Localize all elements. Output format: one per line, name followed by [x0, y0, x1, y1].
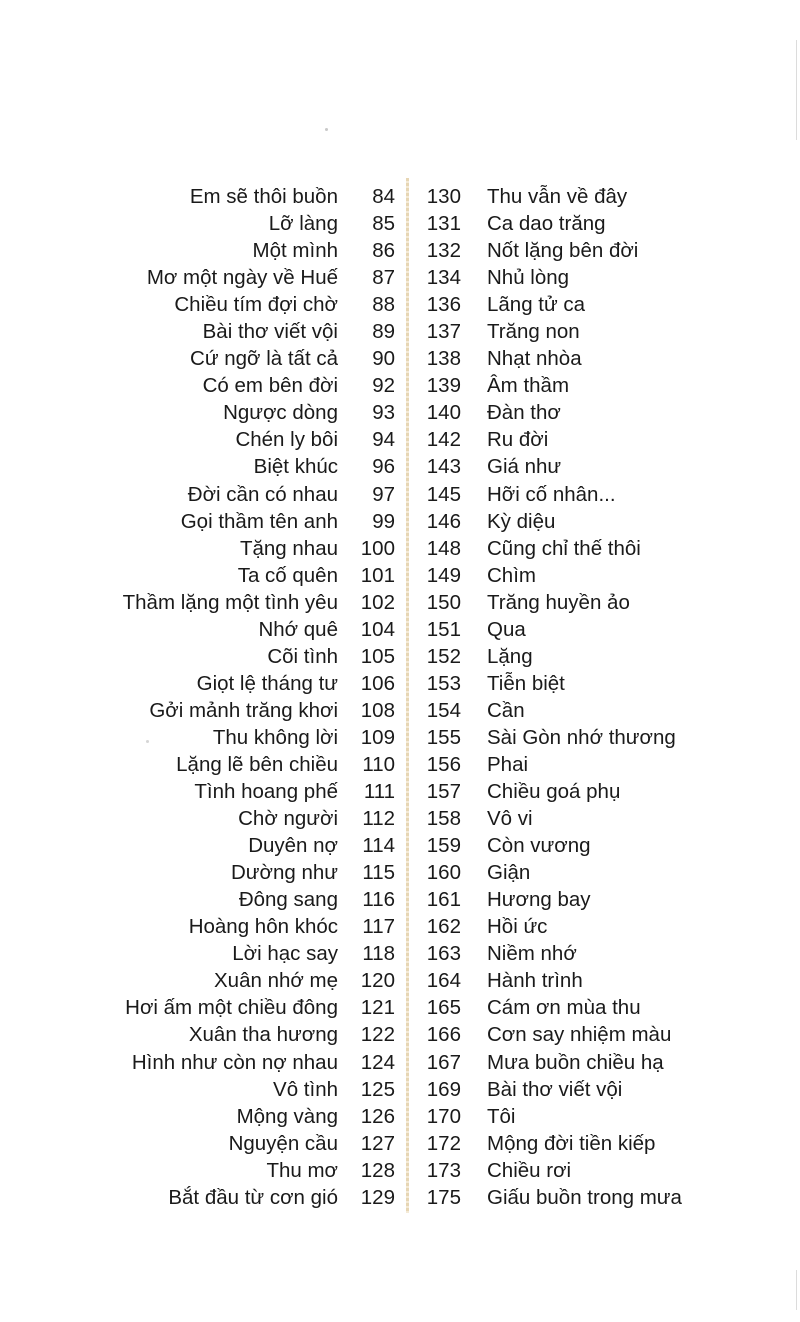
toc-left-title[interactable]: Hình như còn nợ nhau — [131, 1050, 338, 1074]
toc-right-page-number: 145 — [426, 482, 461, 506]
toc-right-title[interactable]: Mộng đời tiền kiếp — [487, 1131, 656, 1155]
toc-right-page-number: 137 — [426, 320, 461, 344]
toc-right-title[interactable]: Cám ơn mùa thu — [487, 996, 641, 1020]
toc-right-page-number: 130 — [426, 185, 461, 208]
toc-left-page-number: 87 — [372, 266, 395, 290]
toc-right-page-number: 173 — [426, 1158, 461, 1182]
toc-left-page-number: 84 — [372, 185, 395, 208]
toc-right-page-number: 159 — [426, 834, 461, 858]
toc-left-page-number: 92 — [372, 374, 395, 398]
toc-left-title[interactable]: Gởi mảnh trăng khơi — [149, 698, 338, 722]
toc-row — [0, 1021, 800, 1048]
toc-row — [0, 1049, 800, 1076]
toc-row — [0, 1184, 800, 1211]
toc-left-title[interactable]: Chờ người — [238, 807, 338, 831]
toc-left-page-number: 88 — [372, 293, 395, 317]
toc-row — [0, 859, 800, 886]
toc-left-title[interactable]: Dường như — [231, 861, 338, 885]
toc-right-title[interactable]: Tôi — [487, 1104, 516, 1128]
toc-left-title[interactable]: Thầm lặng một tình yêu — [122, 590, 338, 614]
paper-edge-mark — [796, 1270, 797, 1310]
toc-right-title[interactable]: Cơn say nhiệm màu — [487, 1023, 672, 1047]
toc-left-title[interactable]: Cõi tình — [267, 644, 338, 668]
toc-right-title[interactable]: Sài Gòn nhớ thương — [487, 725, 676, 749]
toc-left-page-number: 85 — [372, 212, 395, 236]
toc-right-page-number: 172 — [426, 1131, 461, 1155]
toc-row — [0, 616, 800, 643]
toc-right-title[interactable]: Hành trình — [487, 969, 583, 993]
toc-left-title[interactable]: Ngược dòng — [223, 401, 338, 425]
toc-right-title[interactable]: Thu vẫn về đây — [487, 185, 628, 208]
toc-left-title[interactable]: Gọi thầm tên anh — [180, 509, 338, 533]
toc-right-page-number: 158 — [426, 807, 461, 831]
toc-left-page-number: 111 — [363, 780, 395, 804]
toc-row — [0, 724, 800, 751]
toc-left-title[interactable]: Duyên nợ — [248, 834, 338, 858]
toc-right-title[interactable]: Kỳ diệu — [487, 509, 556, 533]
toc-left-page-number: 106 — [360, 671, 395, 695]
toc-right-page-number: 149 — [426, 563, 461, 587]
toc-row — [0, 778, 800, 805]
toc-right-title[interactable]: Trăng non — [487, 320, 580, 344]
toc-row — [0, 697, 800, 724]
toc-row — [0, 1076, 800, 1103]
toc-right-page-number: 138 — [426, 347, 461, 371]
toc-row — [0, 751, 800, 778]
toc-right-title[interactable]: Giấu buồn trong mưa — [487, 1185, 682, 1209]
toc-right-page-number: 132 — [426, 239, 461, 263]
toc-right-page-number: 175 — [426, 1185, 461, 1209]
toc-row — [0, 805, 800, 832]
toc-right-title[interactable]: Mưa buồn chiều hạ — [487, 1050, 664, 1074]
toc-right-page-number: 154 — [426, 698, 461, 722]
toc-left-title[interactable]: Cứ ngỡ là tất cả — [190, 347, 338, 371]
toc-row — [0, 670, 800, 697]
toc-right-title[interactable]: Âm thầm — [487, 374, 570, 398]
toc-right-page-number: 161 — [426, 888, 461, 912]
toc-right-page-number: 140 — [426, 401, 461, 425]
toc-right-title[interactable]: Giận — [487, 861, 531, 885]
toc-right-page-number: 148 — [426, 536, 461, 560]
toc-row — [0, 832, 800, 859]
toc-row — [0, 940, 800, 967]
toc-right-page-number: 164 — [426, 969, 461, 993]
toc-left-title[interactable]: Bài thơ viết vội — [202, 320, 338, 344]
toc-left-title[interactable]: Lỡ làng — [268, 212, 338, 236]
toc-right-page-number: 162 — [426, 915, 461, 939]
toc-row — [0, 886, 800, 913]
toc-right-page-number: 143 — [426, 455, 461, 479]
toc-row — [0, 481, 800, 508]
toc-right-page-number: 166 — [426, 1023, 461, 1047]
table-of-contents — [0, 183, 800, 1211]
toc-right-title[interactable]: Bài thơ viết vội — [487, 1077, 623, 1101]
toc-right-page-number: 139 — [426, 374, 461, 398]
toc-row — [0, 237, 800, 264]
toc-row — [0, 1103, 800, 1130]
toc-row — [0, 345, 800, 372]
toc-left-page-number: 115 — [362, 861, 395, 885]
toc-right-title[interactable]: Lặng — [487, 644, 533, 668]
toc-right-page-number: 156 — [426, 752, 461, 776]
toc-left-title[interactable]: Hoàng hôn khóc — [188, 915, 338, 939]
toc-right-page-number: 169 — [426, 1077, 461, 1101]
toc-right-page-number: 136 — [426, 293, 461, 317]
toc-row — [0, 426, 800, 453]
toc-left-page-number: 126 — [360, 1104, 395, 1128]
toc-right-title[interactable]: Chiều goá phụ — [487, 780, 621, 804]
toc-right-title[interactable]: Giá như — [487, 455, 562, 479]
toc-right-page-number: 165 — [426, 996, 461, 1020]
toc-row — [0, 1157, 800, 1184]
toc-left-title[interactable]: Tình hoang phế — [194, 780, 338, 804]
toc-left-title[interactable]: Chiều tím đợi chờ — [174, 293, 338, 317]
toc-left-page-number: 108 — [360, 698, 395, 722]
toc-left-page-number: 109 — [360, 725, 395, 749]
toc-row — [0, 264, 800, 291]
toc-left-page-number: 124 — [360, 1050, 395, 1074]
toc-left-title[interactable]: Nhớ quê — [258, 617, 338, 641]
toc-row — [0, 210, 800, 237]
toc-left-page-number: 105 — [360, 644, 395, 668]
toc-right-title[interactable]: Niềm nhớ — [487, 942, 577, 966]
toc-right-page-number: 142 — [426, 428, 461, 452]
toc-left-title[interactable]: Bắt đầu từ cơn gió — [168, 1185, 338, 1209]
toc-left-title[interactable]: Ta cố quên — [237, 563, 338, 587]
toc-left-page-number: 102 — [360, 590, 395, 614]
toc-row — [0, 399, 800, 426]
toc-row — [0, 372, 800, 399]
toc-right-page-number: 131 — [426, 212, 461, 236]
toc-right-title[interactable]: Phai — [487, 752, 529, 776]
toc-right-title[interactable]: Nốt lặng bên đời — [487, 239, 639, 263]
toc-row — [0, 291, 800, 318]
toc-row — [0, 508, 800, 535]
toc-left-page-number: 112 — [362, 807, 395, 831]
toc-row — [0, 1130, 800, 1157]
toc-right-page-number: 153 — [426, 671, 461, 695]
toc-right-page-number: 167 — [426, 1050, 461, 1074]
toc-left-page-number: 125 — [360, 1077, 395, 1101]
toc-right-page-number: 163 — [426, 942, 461, 966]
toc-row — [0, 318, 800, 345]
toc-right-title[interactable]: Chìm — [487, 563, 536, 587]
toc-left-page-number: 116 — [362, 888, 395, 912]
toc-row — [0, 994, 800, 1021]
toc-left-title[interactable]: Nguyện cầu — [228, 1131, 338, 1155]
toc-right-title[interactable]: Tiễn biệt — [487, 671, 565, 695]
toc-right-page-number: 155 — [426, 725, 461, 749]
toc-left-title[interactable]: Có em bên đời — [202, 374, 338, 398]
toc-left-page-number: 128 — [360, 1158, 395, 1182]
toc-right-title[interactable]: Cũng chỉ thế thôi — [487, 536, 641, 560]
toc-row — [0, 589, 800, 616]
toc-left-page-number: 100 — [360, 536, 395, 560]
toc-left-title[interactable]: Thu không lời — [212, 725, 338, 749]
toc-left-page-number: 99 — [372, 509, 395, 533]
toc-right-title[interactable]: Trăng huyền ảo — [487, 590, 630, 614]
toc-left-title[interactable]: Một mình — [252, 239, 338, 263]
toc-row — [0, 967, 800, 994]
toc-left-page-number: 101 — [360, 563, 395, 587]
toc-left-page-number: 120 — [360, 969, 395, 993]
toc-left-page-number: 93 — [372, 401, 395, 425]
toc-left-title[interactable]: Biệt khúc — [253, 455, 338, 479]
toc-right-title[interactable]: Ca dao trăng — [487, 212, 606, 236]
toc-right-page-number: 160 — [426, 861, 461, 885]
toc-left-page-number: 122 — [360, 1023, 395, 1047]
toc-right-title[interactable]: Qua — [487, 617, 526, 641]
toc-left-page-number: 94 — [372, 428, 395, 452]
toc-right-title[interactable]: Ru đời — [487, 428, 549, 452]
toc-right-title[interactable]: Hồi ức — [487, 915, 548, 939]
toc-right-title[interactable]: Lãng tử ca — [487, 293, 586, 317]
toc-left-title[interactable]: Mơ một ngày về Huế — [146, 266, 338, 290]
toc-left-page-number: 118 — [362, 942, 395, 966]
toc-row — [0, 183, 800, 210]
toc-right-title[interactable]: Nhạt nhòa — [487, 347, 582, 371]
toc-right-title[interactable]: Chiều rơi — [487, 1158, 572, 1182]
toc-left-page-number: 90 — [372, 347, 395, 371]
toc-right-page-number: 152 — [426, 644, 461, 668]
toc-left-title[interactable]: Em sẽ thôi buồn — [189, 185, 338, 208]
toc-row — [0, 913, 800, 940]
toc-right-title[interactable]: Đàn thơ — [487, 401, 561, 425]
toc-right-title[interactable]: Hỡi cố nhân... — [487, 482, 616, 506]
toc-left-title[interactable]: Hơi ấm một chiều đông — [125, 996, 338, 1020]
toc-left-title[interactable]: Xuân tha hương — [188, 1023, 338, 1047]
toc-row — [0, 562, 800, 589]
toc-row — [0, 535, 800, 562]
toc-left-page-number: 114 — [362, 834, 395, 858]
toc-left-page-number: 86 — [372, 239, 395, 263]
toc-left-page-number: 117 — [362, 915, 395, 939]
toc-left-title[interactable]: Thu mơ — [266, 1158, 338, 1182]
toc-left-title[interactable]: Giọt lệ tháng tư — [196, 671, 338, 695]
toc-right-page-number: 150 — [426, 590, 461, 614]
toc-left-page-number: 121 — [360, 996, 395, 1020]
toc-right-page-number: 170 — [426, 1104, 461, 1128]
toc-left-page-number: 110 — [362, 752, 395, 776]
toc-left-title[interactable]: Đời cần có nhau — [187, 482, 338, 506]
toc-row — [0, 453, 800, 480]
paper-speck — [325, 128, 328, 131]
toc-left-title[interactable]: Lời hạc say — [232, 942, 338, 966]
toc-left-title[interactable]: Mộng vàng — [236, 1104, 338, 1128]
toc-left-title[interactable]: Vô tình — [273, 1077, 338, 1101]
toc-left-title[interactable]: Tặng nhau — [239, 536, 338, 560]
paper-edge-mark — [796, 40, 797, 140]
toc-right-page-number: 157 — [426, 780, 461, 804]
toc-right-title[interactable]: Nhủ lòng — [487, 266, 570, 290]
toc-left-page-number: 127 — [360, 1131, 395, 1155]
toc-left-title[interactable]: Lặng lẽ bên chiều — [176, 752, 338, 776]
toc-right-title[interactable]: Còn vương — [487, 834, 591, 858]
toc-right-page-number: 151 — [426, 617, 461, 641]
toc-left-title[interactable]: Xuân nhớ mẹ — [214, 969, 338, 993]
toc-row — [0, 643, 800, 670]
toc-left-page-number: 96 — [372, 455, 395, 479]
toc-right-title[interactable]: Cần — [487, 698, 525, 722]
toc-right-page-number: 134 — [426, 266, 461, 290]
toc-left-title[interactable]: Đông sang — [238, 888, 338, 912]
toc-left-page-number: 104 — [360, 617, 395, 641]
toc-right-title[interactable]: Vô vi — [487, 807, 533, 831]
toc-left-page-number: 129 — [360, 1185, 395, 1209]
toc-left-page-number: 97 — [372, 482, 395, 506]
toc-right-title[interactable]: Hương bay — [487, 888, 591, 912]
toc-left-page-number: 89 — [372, 320, 395, 344]
toc-right-page-number: 146 — [426, 509, 461, 533]
toc-left-title[interactable]: Chén ly bôi — [235, 428, 338, 452]
